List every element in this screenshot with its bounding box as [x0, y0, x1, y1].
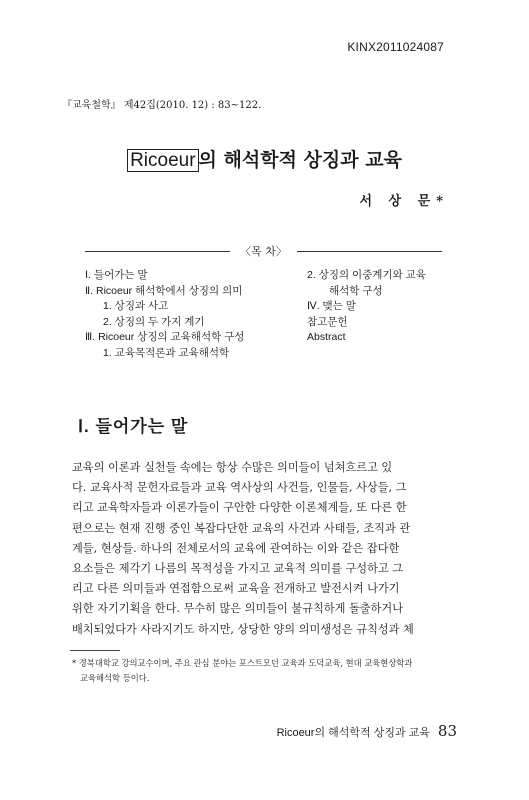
body-line: 위한 자기기획을 한다. 무수히 많은 의미들이 불규칙하게 돌출하거나: [72, 602, 404, 616]
author-name: 서 상 문*: [359, 194, 449, 209]
toc-item: Ⅱ. Ricoeur 해석학에서 상징의 의미: [85, 284, 243, 297]
body-paragraph: [72, 458, 464, 640]
toc-heading: 〈목 차〉: [240, 245, 287, 258]
document-id: KINX2011024087: [347, 40, 444, 54]
toc-item: Ⅲ. Ricoeur 상징의 교육해석학 구성: [85, 331, 245, 343]
body-line: 요소들은 제각기 나름의 목적성을 가지고 교육적 의미를 구성하고 그: [72, 562, 404, 576]
body-line: 리고 다른 의미들과 연접함으로써 교육을 전개하고 발전시켜 나가기: [72, 582, 400, 596]
toc-item: 2. 상징의 이중계기와 교육: [307, 269, 426, 281]
footnote: [72, 656, 462, 686]
toc-item: 참고문헌: [307, 315, 348, 328]
toc-item: 해석학 구성: [329, 284, 383, 297]
page-footer: [277, 722, 457, 740]
footnote-line: 교육해석학 등이다.: [80, 673, 150, 683]
toc-item: Ⅰ. 들어가는 말: [85, 269, 148, 281]
toc-item: 1. 교육목적론과 교육해석학: [103, 346, 230, 359]
toc-item: 1. 상징과 사고: [103, 300, 169, 312]
toc-right-column: [307, 268, 487, 346]
body-line: 교육의 이론과 실천들 속에는 항상 수많은 의미들이 넘쳐흐르고 있: [72, 461, 393, 474]
toc-heading-rule: [85, 243, 442, 259]
footnote-divider: [70, 650, 120, 651]
toc-left-column: [85, 268, 300, 361]
toc-item: Ⅳ. 맺는 말: [307, 300, 356, 312]
toc-item: 2. 상징의 두 가지 계기: [103, 315, 205, 328]
footnote-line: * 경북대학교 강의교수이며, 주요 관심 분야는 포스트모던 교육과 도덕교육, 현대 교육현상학과: [72, 658, 413, 668]
journal-citation: 『교육철학』 제42집(2010. 12) : 83~122.: [62, 100, 262, 111]
body-line: 다. 교육사적 문헌자료들과 교육 역사상의 사건들, 인물들, 사상들, 그: [72, 481, 407, 495]
section-heading: Ⅰ. 들어가는 말: [78, 417, 189, 436]
paper-title: [0, 145, 529, 172]
page-number: 83: [437, 722, 457, 740]
toc-rule-right: [297, 251, 442, 252]
toc-item: Abstract: [307, 331, 346, 343]
body-line: 배치되었다가 사라지기도 하지만, 상당한 양의 의미생성은 규칙성과 체: [72, 622, 414, 636]
title-rest: 의 해석학적 상징과 교육: [198, 149, 402, 171]
body-line: 계들, 현상들. 하나의 전체로서의 교육에 관여하는 이와 같은 잡다한: [72, 541, 400, 555]
body-line: 편으로는 현재 진행 중인 복잡다단한 교육의 사건과 사태들, 조직과 관: [72, 521, 411, 535]
title-boxed-name: Ricoeur: [127, 149, 198, 172]
running-title: Ricoeur의 해석학적 상징과 교육: [276, 727, 430, 739]
body-line: 리고 교육학자들과 이론가들이 구안한 다양한 이론체계들, 또 다른 한: [72, 501, 407, 515]
